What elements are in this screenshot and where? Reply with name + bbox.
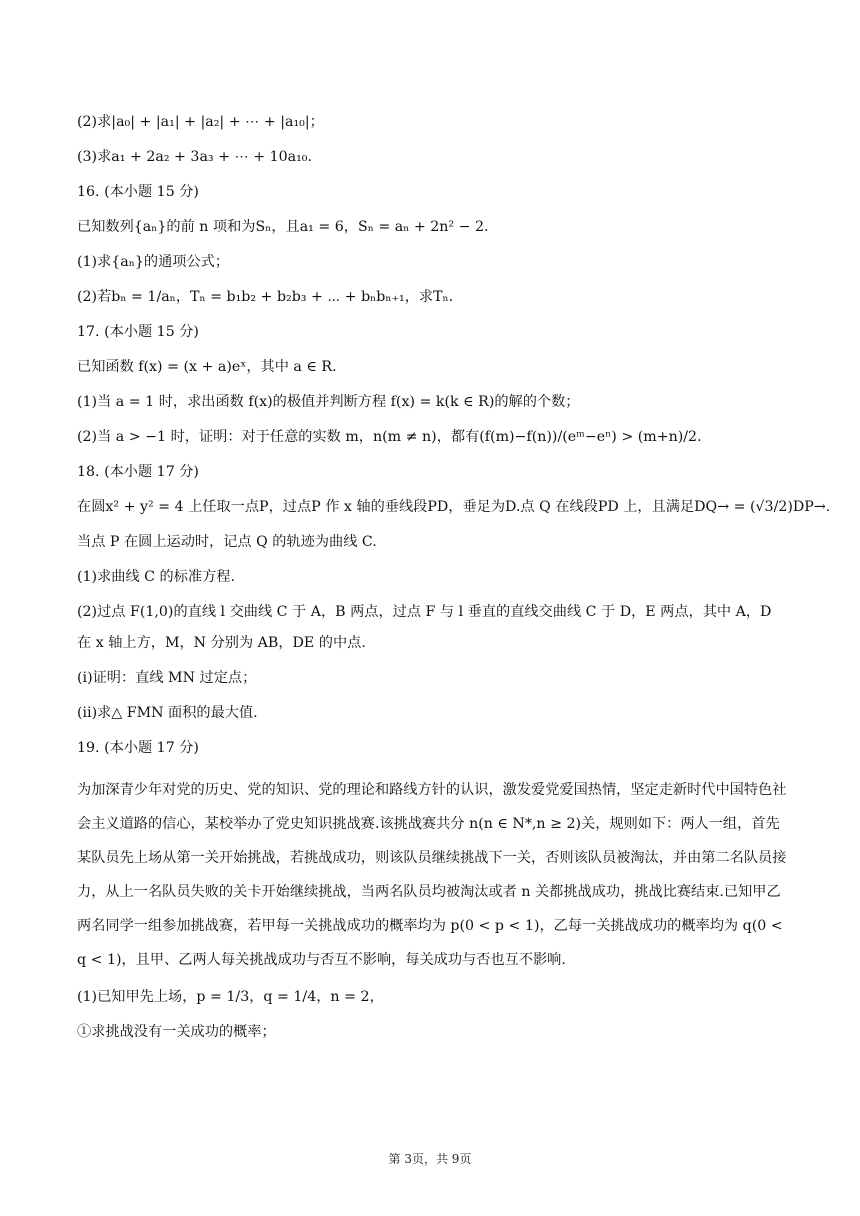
- question-16-part-1: (1)求{aₙ}的通项公式；: [77, 254, 230, 270]
- page-footer: 第 3页，共 9页: [388, 1152, 472, 1166]
- question-15-part-2: (2)求|a₀| + |a₁| + |a₂| + ⋯ + |a₁₀|；: [77, 114, 324, 130]
- question-18-part-2-line-1: (2)过点 F(1,0)的直线 l 交曲线 C 于 A，B 两点，过点 F 与 l 垂直的直线交曲线 C 于 D，E 两点，其中 A，D: [77, 604, 772, 620]
- question-16-header: 16. (本小题 15 分): [77, 184, 199, 200]
- question-18-header: 18. (本小题 17 分): [77, 464, 199, 480]
- page-content: [77, 112, 831, 1057]
- question-16-stem: 已知数列{aₙ}的前 n 项和为Sₙ，且a₁ = 6，Sₙ = aₙ + 2n² − 2.: [77, 219, 489, 235]
- question-19-part-1-a: ①求挑战没有一关成功的概率；: [77, 1024, 276, 1040]
- question-17-part-2: (2)当 a > −1 时，证明：对于任意的实数 m，n(m ≠ n)，都有(f(m)−f(n))/(eᵐ−eⁿ) > (m+n)/2.: [77, 429, 702, 445]
- question-18-stem-2: 当点 P 在圆上运动时，记点 Q 的轨迹为曲线 C.: [77, 534, 377, 550]
- question-17-stem: 已知函数 f(x) = (x + a)eˣ，其中 a ∈ R.: [77, 359, 337, 375]
- question-18-part-2-ii: (ⅱ)求△ FMN 面积的最大值.: [77, 705, 258, 721]
- question-19-header: 19. (本小题 17 分): [77, 740, 199, 756]
- question-15-part-3: (3)求a₁ + 2a₂ + 3a₃ + ⋯ + 10a₁₀.: [77, 149, 312, 165]
- question-19-part-1: (1)已知甲先上场，p = 1/3，q = 1/4，n = 2，: [77, 989, 384, 1005]
- question-18-part-1: (1)求曲线 C 的标准方程.: [77, 569, 235, 585]
- question-17-header: 17. (本小题 15 分): [77, 324, 199, 340]
- question-19-stem: 为加深青少年对党的历史、党的知识、党的理论和路线方针的认识，激发爱党爱国热情，坚定走新时代中国特色社会主义道路的信心，某校举办了党史知识挑战赛.该挑战赛共分 n(n ∈ N*,n ≥ 2)关，规则如下：两人一组，首先某队员先上场从第一关开始挑战，若挑战成功，则该队员继续挑战下一关，否则该队员被淘汰，并由第二名队员接力，从上一名队员失败的关卡开始继续挑战，当两名队员均被淘汰或者 n 关都挑战成功，挑战比赛结束.已知甲乙两名同学一组参加挑战赛，若甲每一关挑战成功的概率均为 p(0 < p < 1)，乙每一关挑战成功的概率均为 q(0 < q < 1)，且甲、乙两人每关挑战成功与否互不影响，每关成功与否也互不影响.: [77, 782, 787, 968]
- question-18-stem-1: 在圆x² + y² = 4 上任取一点P，过点P 作 x 轴的垂线段PD，垂足为D.点 Q 在线段PD 上，且满足DQ→ = (√3/2)DP→.: [77, 499, 831, 515]
- question-17-part-1: (1)当 a = 1 时，求出函数 f(x)的极值并判断方程 f(x) = k(k ∈ R)的解的个数；: [77, 394, 580, 410]
- question-18-part-2-line-2: 在 x 轴上方，M，N 分别为 AB，DE 的中点.: [77, 635, 366, 651]
- question-18-part-2-i: (ⅰ)证明：直线 MN 过定点；: [77, 670, 257, 686]
- question-16-part-2: (2)若bₙ = 1/aₙ，Tₙ = b₁b₂ + b₂b₃ + ⋯ + bₙbₙ₊₁，求Tₙ.: [77, 289, 454, 305]
